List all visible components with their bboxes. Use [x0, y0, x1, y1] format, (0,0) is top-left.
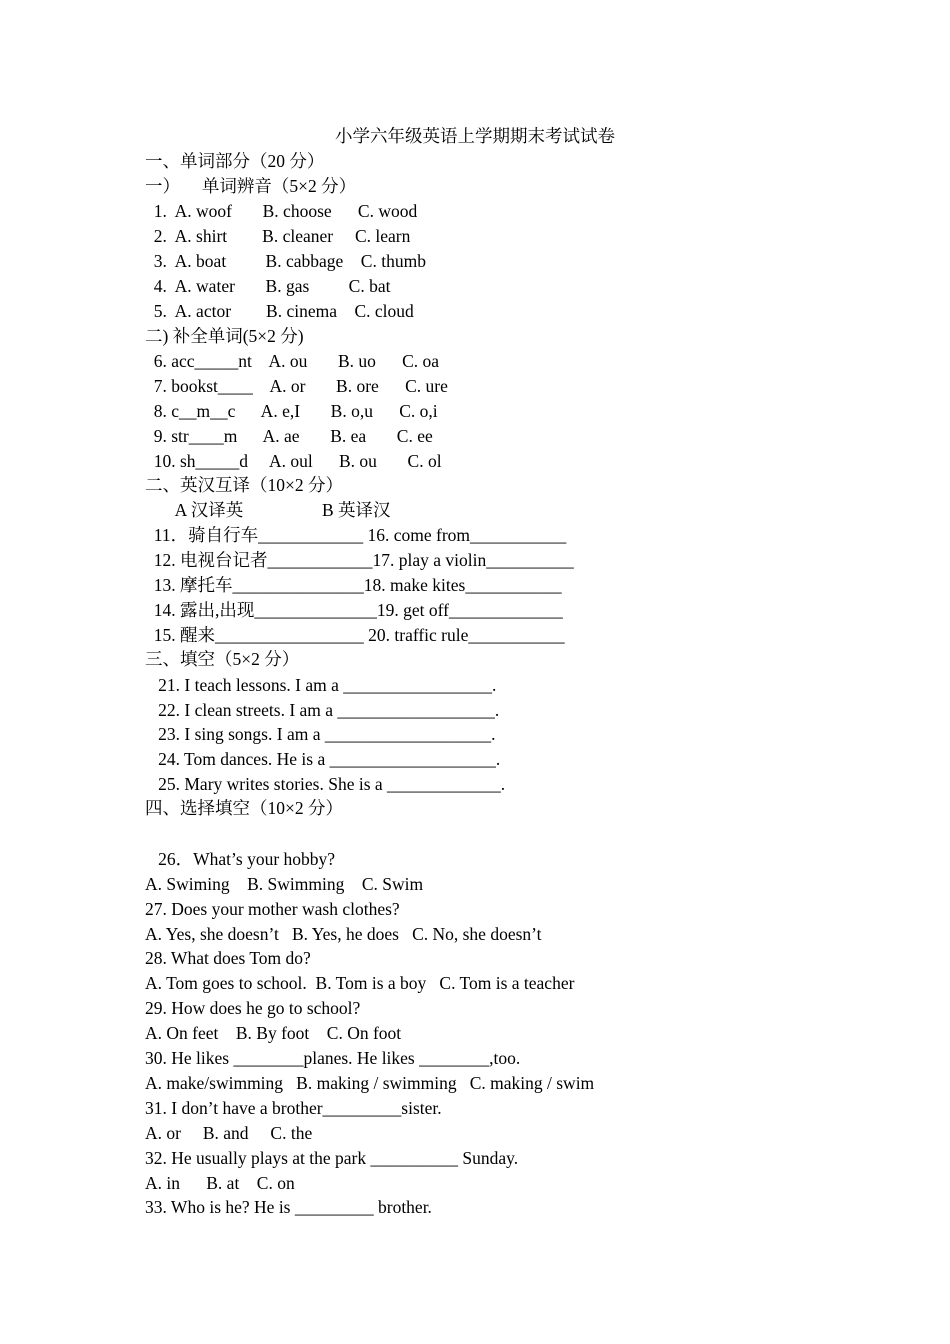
question-line: 28. What does Tom do? — [145, 948, 311, 968]
option-line: A. On feet B. By foot C. On foot — [145, 1023, 402, 1043]
section-heading: 一、单词部分（20 分） — [145, 151, 325, 171]
subsection-heading: A 汉译英 B 英译汉 — [145, 500, 391, 520]
option-line: A. Swiming B. Swimming C. Swim — [145, 874, 424, 894]
question-line: 9. str____m A. ae B. ea C. ee — [145, 426, 433, 446]
question-line: 22. I clean streets. I am a __________________. — [145, 700, 500, 720]
question-line: 4. A. water B. gas C. bat — [145, 276, 391, 296]
question-line: 30. He likes ________planes. He likes ________,too. — [145, 1048, 521, 1068]
question-line: 32. He usually plays at the park __________ Sunday. — [145, 1148, 519, 1168]
question-line: 14. 露出,出现______________19. get off_____________ — [145, 600, 563, 620]
option-line: A. or B. and C. the — [145, 1123, 313, 1143]
question-line: 31. I don’t have a brother_________sister. — [145, 1098, 442, 1118]
question-line: 12. 电视台记者____________17. play a violin__________ — [145, 550, 574, 570]
option-line: A. Yes, she doesn’t B. Yes, he does C. No, she doesn’t — [145, 924, 542, 944]
question-line: 33. Who is he? He is _________ brother. — [145, 1197, 432, 1217]
subsection-heading: 一） 单词辨音（5×2 分） — [145, 176, 357, 196]
question-line: 21. I teach lessons. I am a _________________. — [145, 675, 497, 695]
question-line: 29. How does he go to school? — [145, 998, 361, 1018]
option-line: A. make/swimming B. making / swimming C. making / swim — [145, 1073, 595, 1093]
question-line: 24. Tom dances. He is a ___________________. — [145, 749, 501, 769]
question-line: 7. bookst____ A. or B. ore C. ure — [145, 376, 448, 396]
section-heading: 二、英汉互译（10×2 分） — [145, 475, 343, 495]
question-line: 3. A. boat B. cabbage C. thumb — [145, 251, 426, 271]
question-line: 6. acc_____nt A. ou B. uo C. oa — [145, 351, 440, 371]
question-line: 1. A. woof B. choose C. wood — [145, 201, 418, 221]
section-heading: 四、选择填空（10×2 分） — [145, 798, 343, 818]
subsection-heading: 二) 补全单词(5×2 分) — [145, 326, 304, 346]
option-line: A. Tom goes to school. B. Tom is a boy C. Tom is a teacher — [145, 973, 575, 993]
page-title: 小学六年级英语上学期期末考试试卷 — [335, 126, 615, 146]
question-line: 8. c__m__c A. e,I B. o,u C. o,i — [145, 401, 438, 421]
question-line: 27. Does your mother wash clothes? — [145, 899, 400, 919]
question-line: 10. sh_____d A. oul B. ou C. ol — [145, 451, 442, 471]
option-line: A. in B. at C. on — [145, 1173, 295, 1193]
question-line: 26．What’s your hobby? — [145, 849, 336, 869]
question-line: 25. Mary writes stories. She is a _____________. — [145, 774, 506, 794]
question-line: 13. 摩托车_______________18. make kites___________ — [145, 575, 562, 595]
question-line: 23. I sing songs. I am a ___________________. — [145, 724, 496, 744]
question-line: 15. 醒来_________________ 20. traffic rule___________ — [145, 625, 565, 645]
question-line: 11．骑自行车____________ 16. come from___________ — [145, 525, 567, 545]
question-line: 5. A. actor B. cinema C. cloud — [145, 301, 414, 321]
question-line: 2. A. shirt B. cleaner C. learn — [145, 226, 411, 246]
section-heading: 三、填空（5×2 分） — [145, 649, 300, 669]
